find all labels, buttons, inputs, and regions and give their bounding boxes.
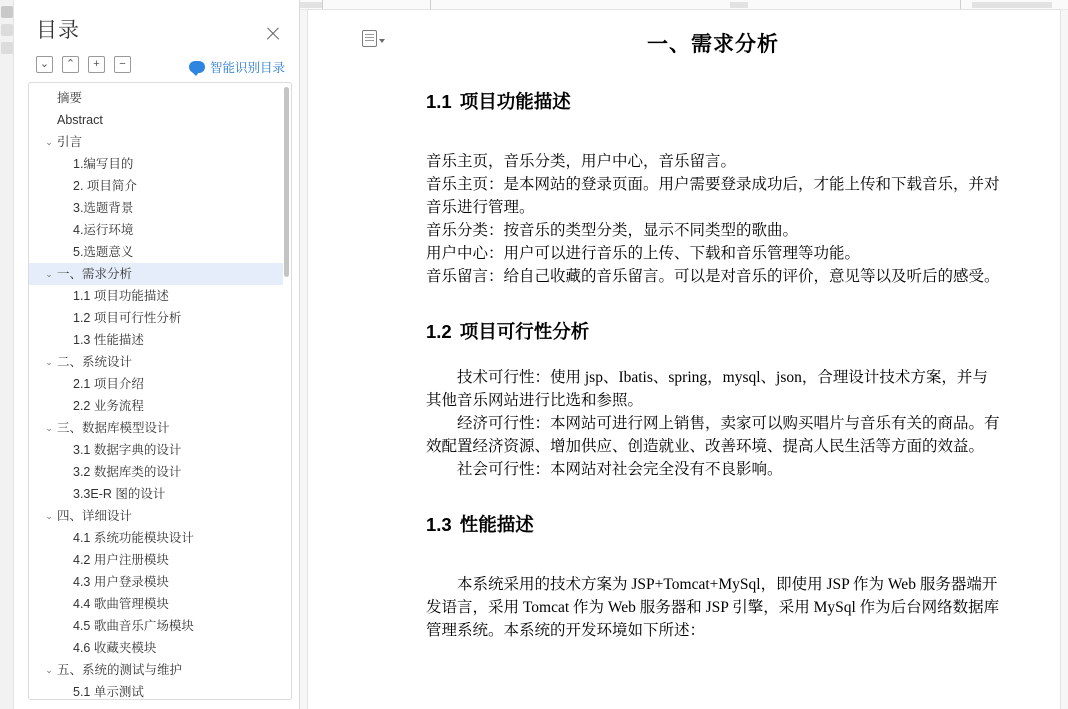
section-number: 1.3	[426, 514, 452, 535]
outline-item-label: 3.选题背景	[73, 201, 134, 215]
outline-item-label: 3.1 数据字典的设计	[73, 443, 182, 457]
smart-outline-button[interactable]	[189, 58, 285, 76]
outline-item-label: 5.选题意义	[73, 245, 134, 259]
chevron-down-icon[interactable]: ⌄	[45, 357, 53, 367]
outline-item-label: 1.1 项目功能描述	[73, 289, 169, 303]
document-area	[300, 0, 1068, 709]
chevron-down-icon[interactable]: ⌄	[45, 423, 53, 433]
chevron-down-icon: ⌄	[39, 58, 50, 70]
outline-item-label: 2.1 项目介绍	[73, 377, 144, 391]
paragraph: 音乐分类：按音乐的类型分类，显示不同类型的歌曲。	[426, 222, 799, 239]
outline-panel	[14, 0, 300, 709]
outline-item[interactable]	[29, 285, 283, 307]
outline-item[interactable]	[29, 505, 283, 527]
outline-item[interactable]	[29, 483, 283, 505]
section-title: 项目可行性分析	[459, 321, 590, 342]
chevron-down-icon[interactable]: ⌄	[45, 665, 53, 675]
left-rail	[0, 0, 14, 709]
document-page	[308, 10, 1060, 709]
outline-item[interactable]	[29, 395, 283, 417]
outline-item[interactable]	[29, 373, 283, 395]
plus-icon: +	[93, 58, 100, 70]
chevron-down-icon[interactable]: ⌄	[45, 511, 53, 521]
paragraph: 音乐留言：给自己收藏的音乐留言。可以是对音乐的评价，意见等以及听后的感受。	[426, 268, 1000, 285]
outline-item-label: 4.1 系统功能模块设计	[73, 531, 194, 545]
outline-item-label: 二、系统设计	[57, 355, 133, 369]
outline-item-label: 摘要	[57, 91, 83, 105]
outline-item[interactable]	[29, 593, 283, 615]
outline-item[interactable]	[29, 109, 283, 131]
section-heading-1-1	[426, 88, 1000, 114]
outline-item[interactable]	[29, 351, 283, 373]
chat-bubble-icon	[189, 61, 205, 73]
outline-item-label: 四、详细设计	[57, 509, 133, 523]
section-heading-1-2	[426, 318, 1000, 344]
outline-item-label: 1.2 项目可行性分析	[73, 311, 182, 325]
outline-toolbar	[14, 56, 299, 84]
outline-scrollbar[interactable]	[284, 87, 289, 277]
outline-header	[14, 0, 299, 56]
outline-item-label: 4.6 收藏夹模块	[73, 641, 157, 655]
outline-item-label: 3.3E-R 图的设计	[73, 487, 166, 501]
outline-item-label: 三、数据库模型设计	[57, 421, 170, 435]
paragraph: 音乐主页：是本网站的登录页面。用户需要登录成功后，才能上传和下载音乐，并对音乐进行管理。	[426, 176, 1000, 216]
outline-item[interactable]	[29, 263, 283, 285]
outline-item-label: 五、系统的测试与维护	[57, 663, 183, 677]
minus-icon: −	[119, 58, 126, 70]
chevron-down-icon[interactable]: ⌄	[45, 137, 53, 147]
outline-item[interactable]	[29, 87, 283, 109]
rail-btn-2-icon[interactable]	[1, 24, 13, 36]
section-title: 项目功能描述	[459, 91, 571, 112]
outline-item[interactable]	[29, 197, 283, 219]
close-icon[interactable]	[265, 26, 281, 42]
document-content[interactable]	[308, 10, 1060, 642]
outline-list-container	[28, 82, 292, 700]
outline-item-label: 4.4 歌曲管理模块	[73, 597, 169, 611]
paragraph: 音乐主页，音乐分类，用户中心，音乐留言。	[426, 153, 737, 170]
paragraph: 技术可行性：使用 jsp、Ibatis、spring，mysql、json，合理设计技术方案，并与其他音乐网站进行比选和参照。	[426, 369, 988, 409]
outline-item[interactable]	[29, 659, 283, 681]
outline-item[interactable]	[29, 241, 283, 263]
outline-title: 目录	[36, 19, 80, 42]
outline-item[interactable]	[29, 417, 283, 439]
outline-item-label: 2. 项目简介	[73, 179, 137, 193]
outline-item[interactable]	[29, 461, 283, 483]
section-heading-1-3	[426, 511, 1000, 537]
collapse-all-button[interactable]	[36, 56, 53, 73]
outline-list	[29, 87, 283, 700]
outline-item[interactable]	[29, 681, 283, 700]
expand-all-button[interactable]	[62, 56, 79, 73]
outline-item-label: 引言	[57, 135, 83, 149]
outline-item[interactable]	[29, 175, 283, 197]
outline-item[interactable]	[29, 615, 283, 637]
chevron-up-icon: ⌃	[65, 58, 76, 70]
outline-item[interactable]	[29, 637, 283, 659]
outline-item-label: 3.2 数据库类的设计	[73, 465, 182, 479]
outline-item[interactable]	[29, 329, 283, 351]
outline-item[interactable]	[29, 527, 283, 549]
rail-btn-1-icon[interactable]	[1, 6, 13, 18]
outline-item-label: 4.5 歌曲音乐广场模块	[73, 619, 194, 633]
outline-item[interactable]	[29, 307, 283, 329]
outline-item[interactable]	[29, 571, 283, 593]
paragraph: 用户中心：用户可以进行音乐的上传、下载和音乐管理等功能。	[426, 245, 861, 262]
outline-item-label: 4.3 用户登录模块	[73, 575, 169, 589]
paragraph: 社会可行性：本网站对社会完全没有不良影响。	[457, 461, 783, 478]
section-title: 性能描述	[459, 514, 534, 535]
page-title: 一、需求分析	[647, 33, 779, 56]
outline-item-label: Abstract	[57, 113, 103, 127]
decrease-level-button[interactable]	[114, 56, 131, 73]
outline-item-label: 5.1 单示测试	[73, 685, 144, 699]
outline-item[interactable]	[29, 153, 283, 175]
outline-item-label: 4.2 用户注册模块	[73, 553, 169, 567]
outline-item-label: 1.3 性能描述	[73, 333, 144, 347]
section-number: 1.2	[426, 321, 452, 342]
chevron-down-icon[interactable]: ⌄	[45, 269, 53, 279]
rail-btn-3-icon[interactable]	[1, 42, 13, 54]
section-number: 1.1	[426, 91, 452, 112]
horizontal-ruler[interactable]	[300, 0, 1068, 10]
outline-item[interactable]	[29, 549, 283, 571]
paragraph: 经济可行性：本网站可进行网上销售，卖家可以购买唱片与音乐有关的商品。有效配置经济资源、增加供应、创造就业、改善环境、提高人民生活等方面的效益。	[426, 415, 1000, 455]
outline-item-label: 2.2 业务流程	[73, 399, 144, 413]
outline-item[interactable]	[29, 131, 283, 153]
smart-outline-label: 智能识别目录	[209, 61, 285, 75]
outline-item[interactable]	[29, 219, 283, 241]
paragraph: 本系统采用的技术方案为 JSP+Tomcat+MySql，即使用 JSP 作为 Web 服务器端开发语言，采用 Tomcat 作为 Web 服务器和 JSP 引擎，采用 MySql 作为后台网络数据库管理系统。本系统的开发环境如下所述：	[426, 576, 1000, 639]
outline-item[interactable]	[29, 439, 283, 461]
outline-item-label: 一、需求分析	[57, 267, 133, 281]
outline-item-label: 4.运行环境	[73, 223, 134, 237]
outline-item-label: 1.编写目的	[73, 157, 134, 171]
increase-level-button[interactable]	[88, 56, 105, 73]
